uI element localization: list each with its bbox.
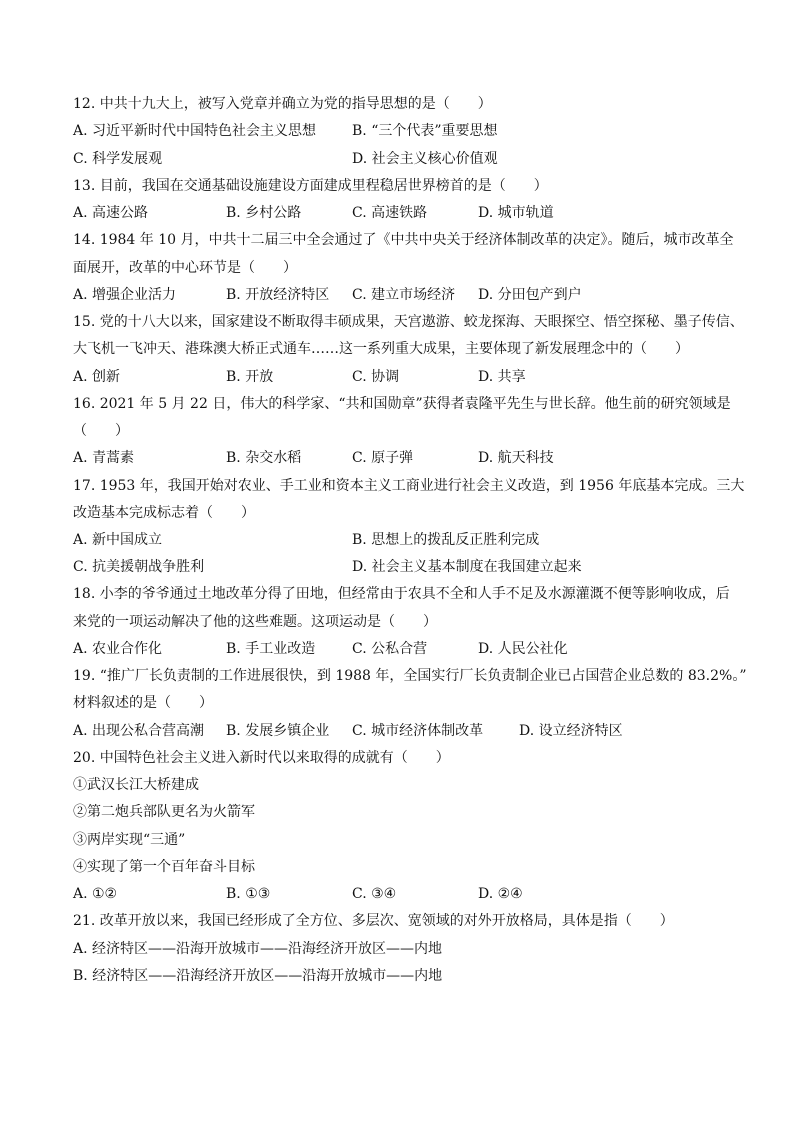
question-21-option-b: B. 经济特区——沿海经济开放区——沿海开放城市——内地 [73, 968, 443, 984]
question-13-option-b: B. 乡村公路 [226, 205, 302, 221]
question-12-option-d: D. 社会主义核心价值观 [352, 151, 498, 167]
question-19-stem-line-1: 19. “推广厂长负责制的工作进展很快，到 1988 年，全国实行厂长负责制企业已占国营企业总数的 83.2%。” [73, 668, 747, 684]
question-14-stem-line-1: 14. 1984 年 10 月，中共十二届三中全会通过了《中共中央关于经济体制改革的决定》。随后，城市改革全 [73, 232, 734, 248]
question-14-option-d: D. 分田包产到户 [478, 287, 582, 303]
question-20-item-2: ②第二炮兵部队更名为火箭军 [73, 804, 255, 820]
question-14-option-b: B. 开放经济特区 [226, 287, 330, 303]
question-14-option-a: A. 增强企业活力 [73, 287, 177, 303]
question-20-item-3: ③两岸实现“三通” [73, 832, 186, 848]
question-14-stem-line-2: 面展开，改革的中心环节是（ ） [73, 260, 297, 276]
question-19-option-d: D. 设立经济特区 [519, 723, 623, 739]
question-20-stem: 20. 中国特色社会主义进入新时代以来取得的成就有（ ） [73, 750, 450, 766]
question-12-option-a: A. 习近平新时代中国特色社会主义思想 [73, 123, 317, 139]
question-16-option-b: B. 杂交水稻 [226, 450, 302, 466]
question-16-option-d: D. 航天科技 [478, 450, 554, 466]
question-16-option-c: C. 原子弹 [352, 450, 414, 466]
question-17-stem-line-2: 改造基本完成标志着（ ） [73, 505, 255, 521]
question-20-option-a: A. ①② [73, 886, 118, 902]
question-20-item-4: ④实现了第一个百年奋斗目标 [73, 859, 255, 875]
question-15-option-c: C. 协调 [352, 369, 400, 385]
question-14-option-c: C. 建立市场经济 [352, 287, 456, 303]
question-15-stem-line-2: 大飞机一飞冲天、港珠澳大桥正式通车……这一系列重大成果，主要体现了新发展理念中的（ ） [73, 341, 689, 357]
question-21-option-a: A. 经济特区——沿海开放城市——沿海经济开放区——内地 [73, 941, 443, 957]
question-19-stem-line-2: 材料叙述的是（ ） [73, 695, 213, 711]
question-13-option-a: A. 高速公路 [73, 205, 149, 221]
question-18-stem-line-2: 来党的一项运动解决了他的这些难题。这项运动是（ ） [73, 614, 437, 630]
question-13-option-c: C. 高速铁路 [352, 205, 428, 221]
question-18-option-d: D. 人民公社化 [478, 641, 568, 657]
question-20-option-d: D. ②④ [478, 886, 523, 902]
question-16-stem-line-2: （ ） [73, 423, 129, 439]
question-20-option-b: B. ①③ [226, 886, 271, 902]
question-15-option-d: D. 共享 [478, 369, 526, 385]
question-18-option-b: B. 手工业改造 [226, 641, 316, 657]
question-19-option-a: A. 出现公私合营高潮 [73, 723, 205, 739]
question-19-option-c: C. 城市经济体制改革 [352, 723, 484, 739]
question-12-option-c: C. 科学发展观 [73, 151, 163, 167]
question-17-option-a: A. 新中国成立 [73, 532, 163, 548]
question-17-option-d: D. 社会主义基本制度在我国建立起来 [352, 559, 582, 575]
question-19-option-b: B. 发展乡镇企业 [226, 723, 330, 739]
question-21-stem: 21. 改革开放以来，我国已经形成了全方位、多层次、宽领域的对外开放格局，具体是指（ ） [73, 913, 674, 929]
question-18-option-c: C. 公私合营 [352, 641, 428, 657]
question-13-stem: 13. 目前，我国在交通基础设施建设方面建成里程稳居世界榜首的是（ ） [73, 178, 548, 194]
question-17-option-b: B. 思想上的拨乱反正胜利完成 [352, 532, 540, 548]
question-20-item-1: ①武汉长江大桥建成 [73, 777, 199, 793]
question-15-option-b: B. 开放 [226, 369, 274, 385]
question-17-option-c: C. 抗美援朝战争胜利 [73, 559, 205, 575]
question-18-stem-line-1: 18. 小李的爷爷通过土地改革分得了田地，但经常由于农具不全和人手不足及水源灌溉不便等影响收成，后 [73, 586, 730, 602]
question-18-option-a: A. 农业合作化 [73, 641, 163, 657]
question-15-stem-line-1: 15. 党的十八大以来，国家建设不断取得丰硕成果，天宫遨游、蛟龙探海、天眼探空、悟空探秘、墨子传信、 [73, 314, 744, 330]
question-16-stem-line-1: 16. 2021 年 5 月 22 日，伟大的科学家、“共和国勋章”获得者袁隆平先生与世长辞。他生前的研究领域是 [73, 396, 731, 412]
question-20-option-c: C. ③④ [352, 886, 397, 902]
question-12-option-b: B. “三个代表”重要思想 [352, 123, 498, 139]
question-13-option-d: D. 城市轨道 [478, 205, 554, 221]
question-15-option-a: A. 创新 [73, 369, 121, 385]
question-12-stem: 12. 中共十九大上，被写入党章并确立为党的指导思想的是（ ） [73, 96, 492, 112]
question-16-option-a: A. 青蒿素 [73, 450, 135, 466]
question-17-stem-line-1: 17. 1953 年，我国开始对农业、手工业和资本主义工商业进行社会主义改造，到 1956 年底基本完成。三大 [73, 478, 745, 494]
